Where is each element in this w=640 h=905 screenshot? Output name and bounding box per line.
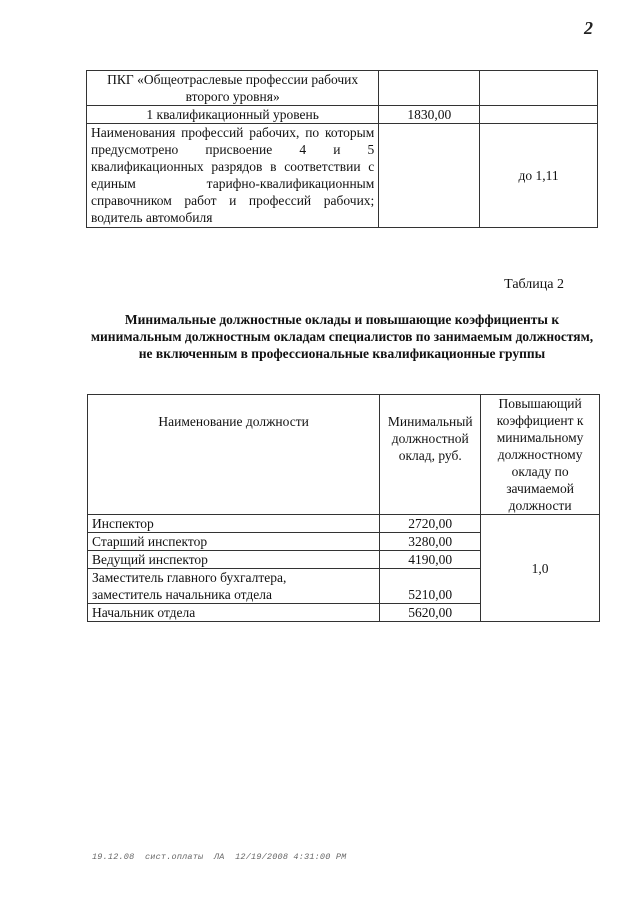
salary-cell: 2720,00 (380, 515, 481, 533)
header-coefficient: Повышающий коэффициент к минимальному должностному окладу по зачимаемой должности (481, 395, 600, 515)
coefficient-cell: до 1,11 (480, 124, 598, 228)
coefficient-cell (480, 106, 598, 124)
positions-table (87, 394, 600, 622)
table-row (87, 124, 598, 228)
table-label: Таблица 2 (504, 277, 564, 292)
salary-cell (379, 71, 480, 106)
table-header-row (88, 395, 600, 515)
table-row (87, 71, 598, 106)
position-name: Инспектор (88, 515, 380, 533)
table-row (88, 515, 600, 533)
salary-cell: 5620,00 (380, 604, 481, 622)
table-caption: Минимальные должностные оклады и повышающие коэффициенты к минимальным должностным окладам специалистов по занимаемым должностям, не включенным в профессиональные квалификационные группы (90, 312, 594, 361)
position-name: Начальник отдела (88, 604, 380, 622)
document-footer: 19.12.08 сист.оплаты ЛА 12/19/2008 4:31:00 PM (92, 852, 347, 862)
salary-cell: 5210,00 (380, 569, 481, 604)
pkg-group-title: ПКГ «Общеотраслевые профессии рабочих второго уровня» (87, 71, 379, 106)
salary-cell (379, 124, 480, 228)
salary-cell: 3280,00 (380, 533, 481, 551)
qualification-level: 1 квалификационный уровень (87, 106, 379, 124)
position-name: Ведущий инспектор (88, 551, 380, 569)
professions-table (86, 70, 598, 228)
header-position-name: Наименование должности (88, 395, 380, 515)
salary-cell: 4190,00 (380, 551, 481, 569)
profession-description: Наименования профессий рабочих, по которым предусмотрено присвоение 4 и 5 квалификационных разрядов в соответствии с единым тарифно-квалификационным справочником работ и профессий рабочих; водитель автомобиля (87, 124, 379, 228)
salary-cell: 1830,00 (379, 106, 480, 124)
coefficient-cell: 1,0 (481, 515, 600, 622)
page-number: 2 (584, 18, 593, 38)
coefficient-cell (480, 71, 598, 106)
position-name: Заместитель главного бухгалтера, заместитель начальника отдела (88, 569, 380, 604)
table-row (87, 106, 598, 124)
position-name: Старший инспектор (88, 533, 380, 551)
header-min-salary: Минимальный должностной оклад, руб. (380, 395, 481, 515)
